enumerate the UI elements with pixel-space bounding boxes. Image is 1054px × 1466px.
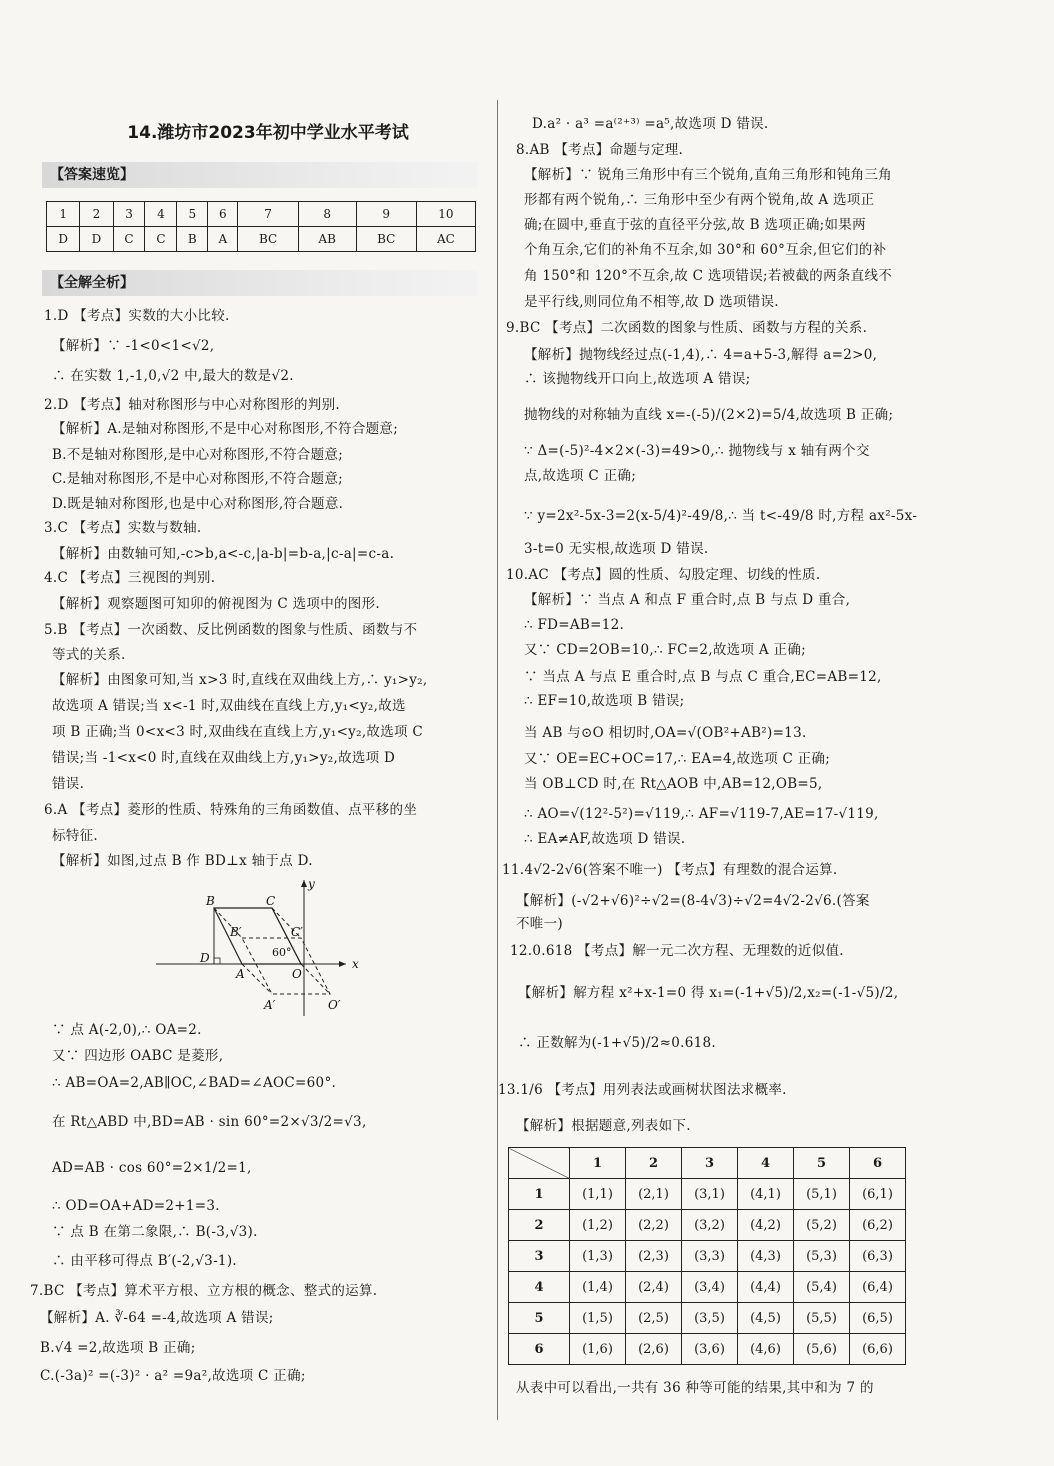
text-line: 【解析】(-√2+√6)²÷√2=(8-4√3)÷√2=4√2-2√6.(答案 [516,893,870,909]
prob-header-row [509,1148,906,1179]
text-line: ∴ OD=OA+AD=2+1=3. [52,1198,220,1214]
fig-label: 60° [272,946,292,959]
prob-cell: (6,6) [850,1334,906,1365]
text-line: 又∵ OE=EC+OC=17,∴ EA=4,故选项 C 正确; [524,751,831,767]
prob-cell: (3,5) [682,1303,738,1334]
text-line: ∴ AO=√(12²-5²)=√119,∴ AF=√119-7,AE=17-√119, [524,806,879,822]
text-line: 13.1/6 【考点】用列表法或画树状图法求概率. [498,1082,787,1098]
prob-cell: (1,4) [570,1272,626,1303]
answer-value-cell: C [113,227,145,252]
answer-number-cell: 9 [356,202,416,227]
text-line: 角 150°和 120°不互余,故 C 选项错误;若被截的两条直线不 [524,268,893,284]
prob-cell: (3,6) [682,1334,738,1365]
text-line: 【解析】根据题意,列表如下. [516,1118,691,1134]
text-line: ∴ 由平移可得点 B′(-2,√3-1). [52,1253,237,1269]
text-line: 【解析】A.是轴对称图形,不是中心对称图形,不符合题意; [52,421,399,437]
answer-number-cell: 10 [416,202,475,227]
section-full: 【全解全析】 [42,270,478,296]
prob-header-cell: 3 [682,1148,738,1179]
fig-label: O′ [328,998,341,1012]
prob-row-header: 5 [509,1303,570,1334]
prob-header-cell: 4 [738,1148,794,1179]
prob-row [509,1334,906,1365]
prob-cell: (1,6) [570,1334,626,1365]
text-line: ∴ 该抛物线开口向上,故选项 A 错误; [524,371,751,387]
fig-label: O [292,967,302,981]
prob-cell: (1,3) [570,1241,626,1272]
prob-row [509,1241,906,1272]
column-divider [497,100,498,1420]
prob-row-header: 1 [509,1179,570,1210]
prob-cell: (6,4) [850,1272,906,1303]
fig-label: y [308,878,315,891]
text-line: 【解析】∵ 锐角三角形中有三个锐角,直角三角形和钝角三角 [524,167,892,183]
fig-label: A′ [264,998,276,1012]
text-line: 个角互余,它们的补角不互余,如 30°和 60°互余,但它们的补 [524,242,887,258]
answer-value-cell: D [47,227,80,252]
prob-cell: (3,1) [682,1179,738,1210]
prob-cell: (5,2) [794,1210,850,1241]
prob-header-cell: 5 [794,1148,850,1179]
text-line: 【解析】观察题图可知卯的俯视图为 C 选项中的图形. [52,596,381,612]
prob-row [509,1303,906,1334]
prob-cell: (2,2) [626,1210,682,1241]
text-line: 2.D 【考点】轴对称图形与中心对称图形的判别. [44,397,340,413]
prob-cell: (4,6) [738,1334,794,1365]
prob-cell: (6,2) [850,1210,906,1241]
text-line: B.不是轴对称图形,是中心对称图形,不符合题意; [52,447,344,463]
text-line: 1.D 【考点】实数的大小比较. [44,308,230,324]
prob-cell: (1,2) [570,1210,626,1241]
text-line: 故选项 A 错误;当 x<-1 时,双曲线在直线上方,y₁<y₂,故选 [52,698,406,714]
text-line: 错误. [52,776,85,792]
text-line: 10.AC 【考点】圆的性质、勾股定理、切线的性质. [506,567,821,583]
text-line: 7.BC 【考点】算术平方根、立方根的概念、整式的运算. [30,1283,378,1299]
prob-row-header: 3 [509,1241,570,1272]
text-line: 【解析】抛物线经过点(-1,4),∴ 4=a+5-3,解得 a=2>0, [524,347,878,363]
answer-number-cell: 4 [145,202,177,227]
prob-cell: (5,3) [794,1241,850,1272]
text-line: ∵ 点 A(-2,0),∴ OA=2. [52,1022,202,1038]
answer-value-cell: AB [298,227,356,252]
prob-cell: (6,1) [850,1179,906,1210]
prob-cell: (1,5) [570,1303,626,1334]
prob-header-cell: 2 [626,1148,682,1179]
text-line: 【解析】如图,过点 B 作 BD⊥x 轴于点 D. [52,853,313,869]
prob-row [509,1272,906,1303]
text-line: 【解析】∵ 当点 A 和点 F 重合时,点 B 与点 D 重合, [524,592,851,608]
text-line: D.a² · a³ =a⁽²⁺³⁾ =a⁵,故选项 D 错误. [532,116,769,132]
answer-number-cell: 5 [177,202,208,227]
text-line: 5.B 【考点】一次函数、反比例函数的图象与性质、函数与不 [44,622,418,638]
section-answers: 【答案速览】 [42,162,478,188]
text-line: B.√4 =2,故选项 B 正确; [40,1340,196,1356]
text-line: 标特征. [52,828,98,844]
text-line: 【解析】∵ -1<0<1<√2, [52,338,215,354]
prob-header-cell: 1 [570,1148,626,1179]
text-line: 不唯一) [516,916,563,932]
text-line: D.既是轴对称图形,也是中心对称图形,符合题意. [52,496,344,512]
text-line: 又∵ CD=2OB=10,∴ FC=2,故选项 A 正确; [524,642,806,658]
answer-value-cell: BC [238,227,298,252]
text-line: ∴ 在实数 1,-1,0,√2 中,最大的数是√2. [52,368,294,384]
text-line: 11.4√2-2√6(答案不唯一) 【考点】有理数的混合运算. [502,862,838,878]
prob-corner-cell [509,1148,570,1179]
prob-cell: (4,4) [738,1272,794,1303]
text-line: ∵ 当点 A 与点 E 重合时,点 B 与点 C 重合,EC=AB=12, [524,669,882,685]
answer-number-cell: 2 [80,202,113,227]
text-line: 8.AB 【考点】命题与定理. [516,142,684,158]
text-line: C.(-3a)² =(-3)² · a² =9a²,故选项 C 正确; [40,1368,306,1384]
text-line: 12.0.618 【考点】解一元二次方程、无理数的近似值. [510,943,844,959]
prob-cell: (2,6) [626,1334,682,1365]
answer-value-cell: D [80,227,113,252]
text-line: 是平行线,则同位角不相等,故 D 选项错误. [524,294,779,310]
answer-number-cell: 6 [208,202,238,227]
footer-line: 从表中可以看出,一共有 36 种等可能的结果,其中和为 7 的 [516,1380,874,1396]
text-line: ∴ 正数解为(-1+√5)/2≈0.618. [518,1035,716,1051]
prob-row-header: 4 [509,1272,570,1303]
text-line: 6.A 【考点】菱形的性质、特殊角的三角函数值、点平移的坐 [44,802,418,818]
prob-cell: (4,3) [738,1241,794,1272]
prob-cell: (2,3) [626,1241,682,1272]
prob-cell: (2,4) [626,1272,682,1303]
text-line: AD=AB · cos 60°=2×1/2=1, [52,1160,252,1176]
fig-label: C′ [291,925,303,939]
prob-cell: (5,1) [794,1179,850,1210]
prob-cell: (4,1) [738,1179,794,1210]
answer-number-cell: 3 [113,202,145,227]
text-line: 当 AB 与⊙O 相切时,OA=√(OB²+AB²)=13. [524,725,807,741]
prob-cell: (3,4) [682,1272,738,1303]
prob-header-cell: 6 [850,1148,906,1179]
text-line: 3.C 【考点】实数与数轴. [44,520,202,536]
answer-value-cell: BC [356,227,416,252]
text-line: 3-t=0 无实根,故选项 D 错误. [524,541,709,557]
prob-cell: (5,5) [794,1303,850,1334]
text-line: 形都有两个锐角,∴ 三角形中至少有两个锐角,故 A 选项正 [524,192,875,208]
text-line: 4.C 【考点】三视图的判别. [44,570,216,586]
answer-value-row [47,227,476,252]
answer-table [46,201,476,252]
fig-label: D [200,951,210,965]
text-line: ∵ y=2x²-5x-3=2(x-5/4)²-49/8,∴ 当 t<-49/8 时,方程 ax²-5x- [524,508,918,524]
answer-value-cell: B [177,227,208,252]
text-line: ∴ EF=10,故选项 B 错误; [524,693,685,709]
text-line: ∵ 点 B 在第二象限,∴ B(-3,√3). [52,1224,258,1240]
text-line: 错误;当 -1<x<0 时,直线在双曲线上方,y₁>y₂,故选项 D [52,750,396,766]
fig-label: C [266,894,276,908]
text-line: 【解析】由图象可知,当 x>3 时,直线在双曲线上方,∴ y₁>y₂, [52,672,428,688]
fig-label: A [236,967,245,981]
text-line: ∴ FD=AB=12. [524,617,625,633]
prob-row-header: 6 [509,1334,570,1365]
answer-number-cell: 7 [238,202,298,227]
prob-cell: (2,1) [626,1179,682,1210]
text-line: 【解析】由数轴可知,-c>b,a<-c,|a-b|=b-a,|c-a|=c-a. [52,546,395,562]
prob-cell: (6,3) [850,1241,906,1272]
answer-number-cell: 1 [47,202,80,227]
answer-value-cell: A [208,227,238,252]
answer-value-cell: AC [416,227,475,252]
text-line: 又∵ 四边形 OABC 是菱形, [52,1048,224,1064]
prob-cell: (2,5) [626,1303,682,1334]
text-line: 在 Rt△ABD 中,BD=AB · sin 60°=2×√3/2=√3, [52,1114,367,1130]
answer-number-row [47,202,476,227]
prob-cell: (3,2) [682,1210,738,1241]
text-line: 9.BC 【考点】二次函数的图象与性质、函数与方程的关系. [506,320,868,336]
fig-label: B [206,894,215,908]
prob-cell: (5,6) [794,1334,850,1365]
prob-cell: (1,1) [570,1179,626,1210]
text-line: ∵ Δ=(-5)²-4×2×(-3)=49>0,∴ 抛物线与 x 轴有两个交 [524,443,870,459]
rhombus-figure [156,878,386,1018]
fig-label: B′ [230,925,242,939]
text-line: 点,故选项 C 正确; [524,468,637,484]
probability-table [508,1147,906,1365]
answer-number-cell: 8 [298,202,356,227]
answer-value-cell: C [145,227,177,252]
text-line: 等式的关系. [52,647,126,663]
prob-cell: (4,2) [738,1210,794,1241]
text-line: ∴ EA≠AF,故选项 D 错误. [524,831,686,847]
prob-row [509,1179,906,1210]
prob-cell: (5,4) [794,1272,850,1303]
fig-label: x [352,957,359,971]
prob-cell: (6,5) [850,1303,906,1334]
text-line: 确;在圆中,垂直于弦的直径平分弦,故 B 选项正确;如果两 [524,217,866,233]
text-line: 【解析】A. ∛-64 =-4,故选项 A 错误; [40,1310,274,1326]
text-line: ∴ AB=OA=2,AB∥OC,∠BAD=∠AOC=60°. [52,1075,337,1091]
text-line: 抛物线的对称轴为直线 x=-(-5)/(2×2)=5/4,故选项 B 正确; [524,407,894,423]
text-line: C.是轴对称图形,不是中心对称图形,不符合题意; [52,471,343,487]
prob-cell: (3,3) [682,1241,738,1272]
prob-row-header: 2 [509,1210,570,1241]
prob-row [509,1210,906,1241]
prob-cell: (4,5) [738,1303,794,1334]
text-line: 当 OB⊥CD 时,在 Rt△AOB 中,AB=12,OB=5, [524,776,823,792]
page-title: 14.潍坊市2023年初中学业水平考试 [127,123,409,143]
text-line: 项 B 正确;当 0<x<3 时,双曲线在直线上方,y₁<y₂,故选项 C [52,724,424,740]
text-line: 【解析】解方程 x²+x-1=0 得 x₁=(-1+√5)/2,x₂=(-1-√5)/2, [518,985,899,1001]
